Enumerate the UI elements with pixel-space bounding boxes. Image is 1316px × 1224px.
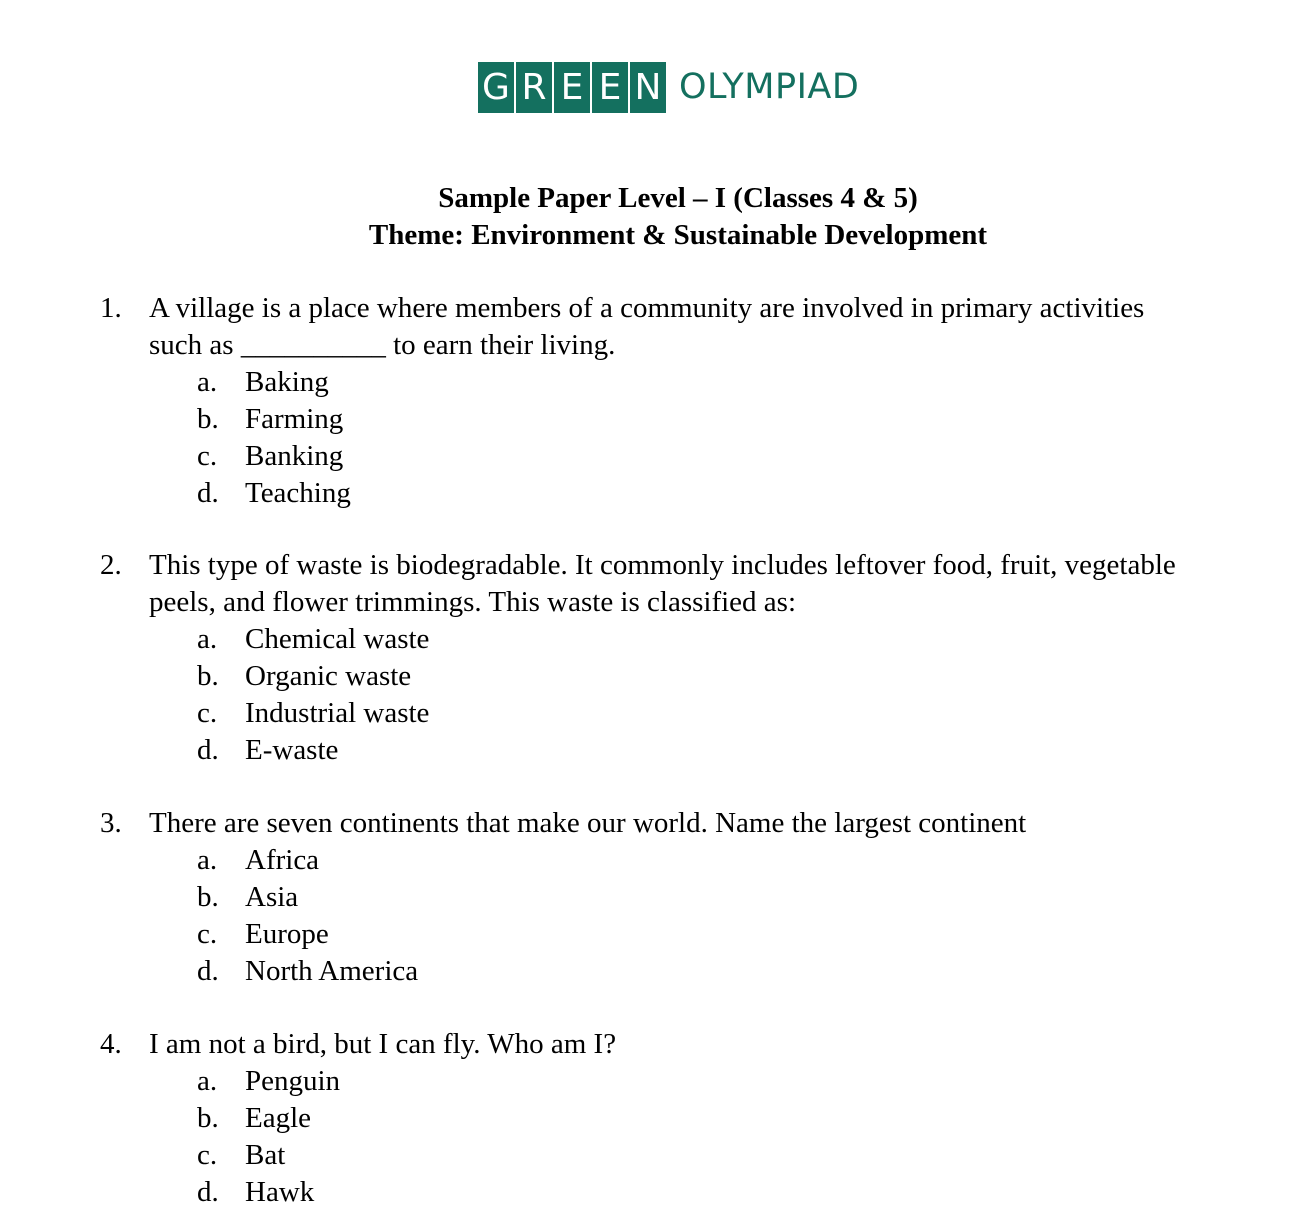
question-stem: [0, 805, 1316, 842]
question-stem: [0, 547, 1316, 621]
option-letter: c.: [197, 1139, 218, 1171]
question-number: 2.: [100, 549, 122, 581]
logo-letter-box: R: [516, 62, 552, 113]
paper-theme: Theme: Environment & Sustainable Development: [368, 219, 988, 251]
logo-letter-box: G: [478, 62, 514, 113]
option-text: Industrial waste: [245, 697, 430, 729]
option-letter: c.: [197, 440, 218, 472]
option-text: Africa: [245, 844, 320, 876]
option-letter: a.: [197, 623, 218, 655]
option-text: Europe: [245, 918, 329, 950]
question-text-line: I am not a bird, but I can fly. Who am I?: [149, 1028, 617, 1060]
question-stem: [0, 290, 1316, 364]
option-letter: a.: [197, 1065, 218, 1097]
option-list: [0, 1063, 1316, 1211]
question-number: 3.: [100, 807, 122, 839]
option-item: [0, 1137, 1316, 1174]
option-letter: b.: [197, 881, 219, 913]
logo-word: OLYMPIAD: [679, 67, 860, 107]
option-text: Hawk: [245, 1176, 315, 1208]
option-text: Baking: [245, 366, 329, 398]
option-text: Penguin: [245, 1065, 341, 1097]
question-text-line: There are seven continents that make our world. Name the largest continent: [149, 807, 1027, 839]
option-letter: b.: [197, 403, 219, 435]
option-item: [0, 1100, 1316, 1137]
option-item: [0, 695, 1316, 732]
option-letter: a.: [197, 844, 218, 876]
option-item: [0, 916, 1316, 953]
logo-letter-box: N: [630, 62, 666, 113]
option-list: [0, 621, 1316, 769]
option-item: [0, 401, 1316, 438]
option-text: Eagle: [245, 1102, 312, 1134]
logo-letter-box: E: [592, 62, 628, 113]
option-text: Asia: [245, 881, 299, 913]
question-3: [0, 805, 1316, 990]
question-text-line: peels, and flower trimmings. This waste is classified as:: [149, 586, 797, 618]
option-item: [0, 621, 1316, 658]
option-letter: d.: [197, 734, 219, 766]
option-item: [0, 658, 1316, 695]
option-text: Farming: [245, 403, 344, 435]
option-text: Bat: [245, 1139, 286, 1171]
option-letter: a.: [197, 366, 218, 398]
option-item: [0, 475, 1316, 512]
option-item: [0, 879, 1316, 916]
option-text: E-waste: [245, 734, 339, 766]
option-text: Chemical waste: [245, 623, 430, 655]
option-text: Banking: [245, 440, 344, 472]
option-letter: b.: [197, 1102, 219, 1134]
option-item: [0, 438, 1316, 475]
option-text: North America: [245, 955, 419, 987]
option-item: [0, 364, 1316, 401]
option-item: [0, 842, 1316, 879]
question-1: [0, 290, 1316, 512]
question-text-line: This type of waste is biodegradable. It commonly includes leftover food, fruit, vegetable: [149, 549, 1176, 581]
option-item: [0, 1063, 1316, 1100]
question-text-line: such as __________ to earn their living.: [149, 329, 616, 361]
option-item: [0, 1174, 1316, 1211]
logo-letter-box: E: [554, 62, 590, 113]
paper-header: [0, 180, 1316, 254]
question-number: 1.: [100, 292, 122, 324]
option-letter: d.: [197, 477, 219, 509]
option-list: [0, 364, 1316, 512]
question-number: 4.: [100, 1028, 122, 1060]
option-text: Teaching: [245, 477, 351, 509]
question-4: [0, 1026, 1316, 1211]
green-olympiad-logo: [478, 62, 859, 113]
option-letter: c.: [197, 697, 218, 729]
option-item: [0, 953, 1316, 990]
option-letter: d.: [197, 955, 219, 987]
option-letter: d.: [197, 1176, 219, 1208]
option-letter: c.: [197, 918, 218, 950]
logo-boxed-word: [478, 62, 666, 113]
question-2: [0, 547, 1316, 769]
question-stem: [0, 1026, 1316, 1063]
option-list: [0, 842, 1316, 990]
option-text: Organic waste: [245, 660, 412, 692]
option-letter: b.: [197, 660, 219, 692]
paper-title: Sample Paper Level – I (Classes 4 & 5): [438, 182, 918, 214]
option-item: [0, 732, 1316, 769]
question-text-line: A village is a place where members of a community are involved in primary activities: [149, 292, 1145, 324]
